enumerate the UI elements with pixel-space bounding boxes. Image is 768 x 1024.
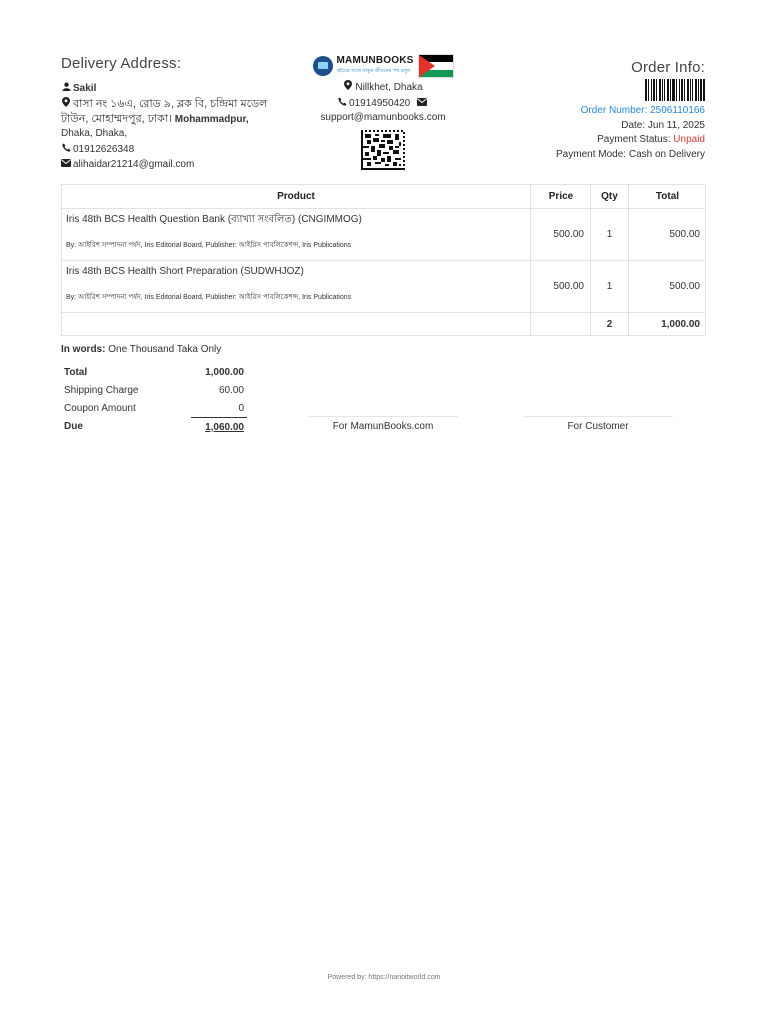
summary-due-row <box>61 418 247 437</box>
summary-total-row <box>61 363 247 381</box>
shipping-label: Shipping Charge <box>64 384 139 396</box>
order-heading: Order Info: <box>631 59 705 76</box>
header-product: Product <box>62 185 531 209</box>
product-byline: By: আইরিশ সম্পাদনা পর্ষদ, Iris Editorial Board, Publisher: আইরিস পাবলিকেশন্স, Iris Publications <box>66 294 352 301</box>
address-area: Mohammadpur, <box>174 113 249 125</box>
order-number: 2506110166 <box>650 105 705 116</box>
map-marker-icon <box>61 97 71 112</box>
coupon-amount: 0 <box>238 402 244 414</box>
envelope-icon <box>417 96 427 111</box>
map-marker-icon <box>343 80 353 95</box>
payment-mode-label: Payment Mode: <box>556 148 627 160</box>
in-words-label: In words: <box>61 344 106 355</box>
order-date: Jun 11, 2025 <box>647 119 705 131</box>
customer-phone-row <box>61 142 301 158</box>
in-words-value: One Thousand Taka Only <box>108 344 222 355</box>
total-qty: 2 <box>591 313 629 336</box>
order-date-label: Date: <box>621 119 646 131</box>
table-row <box>62 209 706 261</box>
total-cell: 500.00 <box>629 261 706 313</box>
table-row <box>62 261 706 313</box>
summary-table <box>61 363 247 436</box>
company-logo <box>337 56 414 76</box>
product-cell <box>62 261 531 313</box>
company-phone: 01914950420 <box>349 97 411 109</box>
company-logo-row <box>300 54 466 78</box>
amount-in-words <box>61 344 221 355</box>
summary-total-label: Total <box>64 366 88 378</box>
customer-phone: 01912626348 <box>73 143 135 155</box>
product-byline: By: আইরিশ সম্পাদনা পর্ষদ, Iris Editorial Board, Publisher: আইরিস পাবলিকেশন্স, Iris Publications <box>66 242 352 249</box>
payment-mode-row <box>485 148 705 163</box>
payment-status-row <box>485 133 705 148</box>
address-line-1: বাসা নং ১৬এ, রোড ৯, ব্লক বি, চন্দ্রিমা মডেল <box>73 97 268 110</box>
price-cell: 500.00 <box>531 209 591 261</box>
due-label: Due <box>64 421 83 433</box>
address-line-1-row <box>61 97 301 112</box>
order-number-label: Order Number: <box>580 105 648 116</box>
address-line-3: Dhaka, Dhaka, <box>61 128 128 139</box>
product-title: Iris 48th BCS Health Question Bank (ব্যাখ্যা সংবলিত) (CNGIMMOG) <box>66 214 362 225</box>
qty-cell: 1 <box>591 261 629 313</box>
totals-empty-cell <box>62 313 531 336</box>
shipping-charge: 60.00 <box>218 384 244 396</box>
customer-name-line <box>61 81 301 97</box>
order-date-row <box>485 119 705 134</box>
delivery-heading: Delivery Address: <box>61 55 182 72</box>
logo-tagline: বইয়ের সাথে থাকুন জীবনের পথ চলুন <box>336 68 411 74</box>
company-location-row <box>300 80 466 96</box>
address-line-2: টাউন, মোহাম্মদপুর, ঢাকা। <box>61 112 172 125</box>
header-price: Price <box>531 185 591 209</box>
delivery-address-block <box>61 55 301 173</box>
datamatrix-code <box>361 130 405 170</box>
customer-name: Sakil <box>73 83 97 94</box>
total-cell: 500.00 <box>629 209 706 261</box>
table-header-row <box>62 185 706 209</box>
price-cell: 500.00 <box>531 261 591 313</box>
totals-empty-cell <box>531 313 591 336</box>
product-cell <box>62 209 531 261</box>
order-info-block <box>485 59 705 162</box>
payment-status-label: Payment Status: <box>597 134 671 145</box>
payment-status: Unpaid <box>673 134 705 145</box>
book-logo-icon <box>313 56 333 76</box>
signature-customer: For Customer <box>523 416 673 432</box>
grand-total: 1,000.00 <box>629 313 706 336</box>
header-qty: Qty <box>591 185 629 209</box>
company-email: support@mamunbooks.com <box>320 112 446 123</box>
barcode <box>645 79 705 101</box>
summary-total: 1,000.00 <box>205 366 244 378</box>
order-items-table <box>61 184 706 336</box>
phone-icon <box>61 142 71 157</box>
signature-company: For MamunBooks.com <box>308 416 458 432</box>
product-title: Iris 48th BCS Health Short Preparation (SUDWHJOZ) <box>66 266 304 277</box>
summary-coupon-row <box>61 399 247 418</box>
summary-shipping-row <box>61 381 247 399</box>
due-cell <box>191 418 247 437</box>
phone-icon <box>337 96 347 111</box>
table-totals-row <box>62 313 706 336</box>
company-phone-row <box>300 96 466 112</box>
company-location: Nillkhet, Dhaka <box>355 82 423 93</box>
customer-email-row <box>61 157 301 173</box>
palestine-flag-icon <box>418 54 454 78</box>
powered-by-footer: Powered by: https://nanoitworld.com <box>327 974 441 981</box>
order-number-row <box>485 104 705 119</box>
logo-name: MAMUNBOOKS <box>336 55 414 66</box>
envelope-icon <box>61 157 71 172</box>
company-block <box>300 54 466 170</box>
due-amount: 1,060.00 <box>205 421 244 433</box>
customer-email: alihaidar21214@gmail.com <box>73 159 195 170</box>
qty-cell: 1 <box>591 209 629 261</box>
header-total: Total <box>629 185 706 209</box>
payment-mode: Cash on Delivery <box>628 148 705 160</box>
address-line-2-row <box>61 112 301 128</box>
coupon-label: Coupon Amount <box>64 402 136 414</box>
user-icon <box>61 81 71 96</box>
